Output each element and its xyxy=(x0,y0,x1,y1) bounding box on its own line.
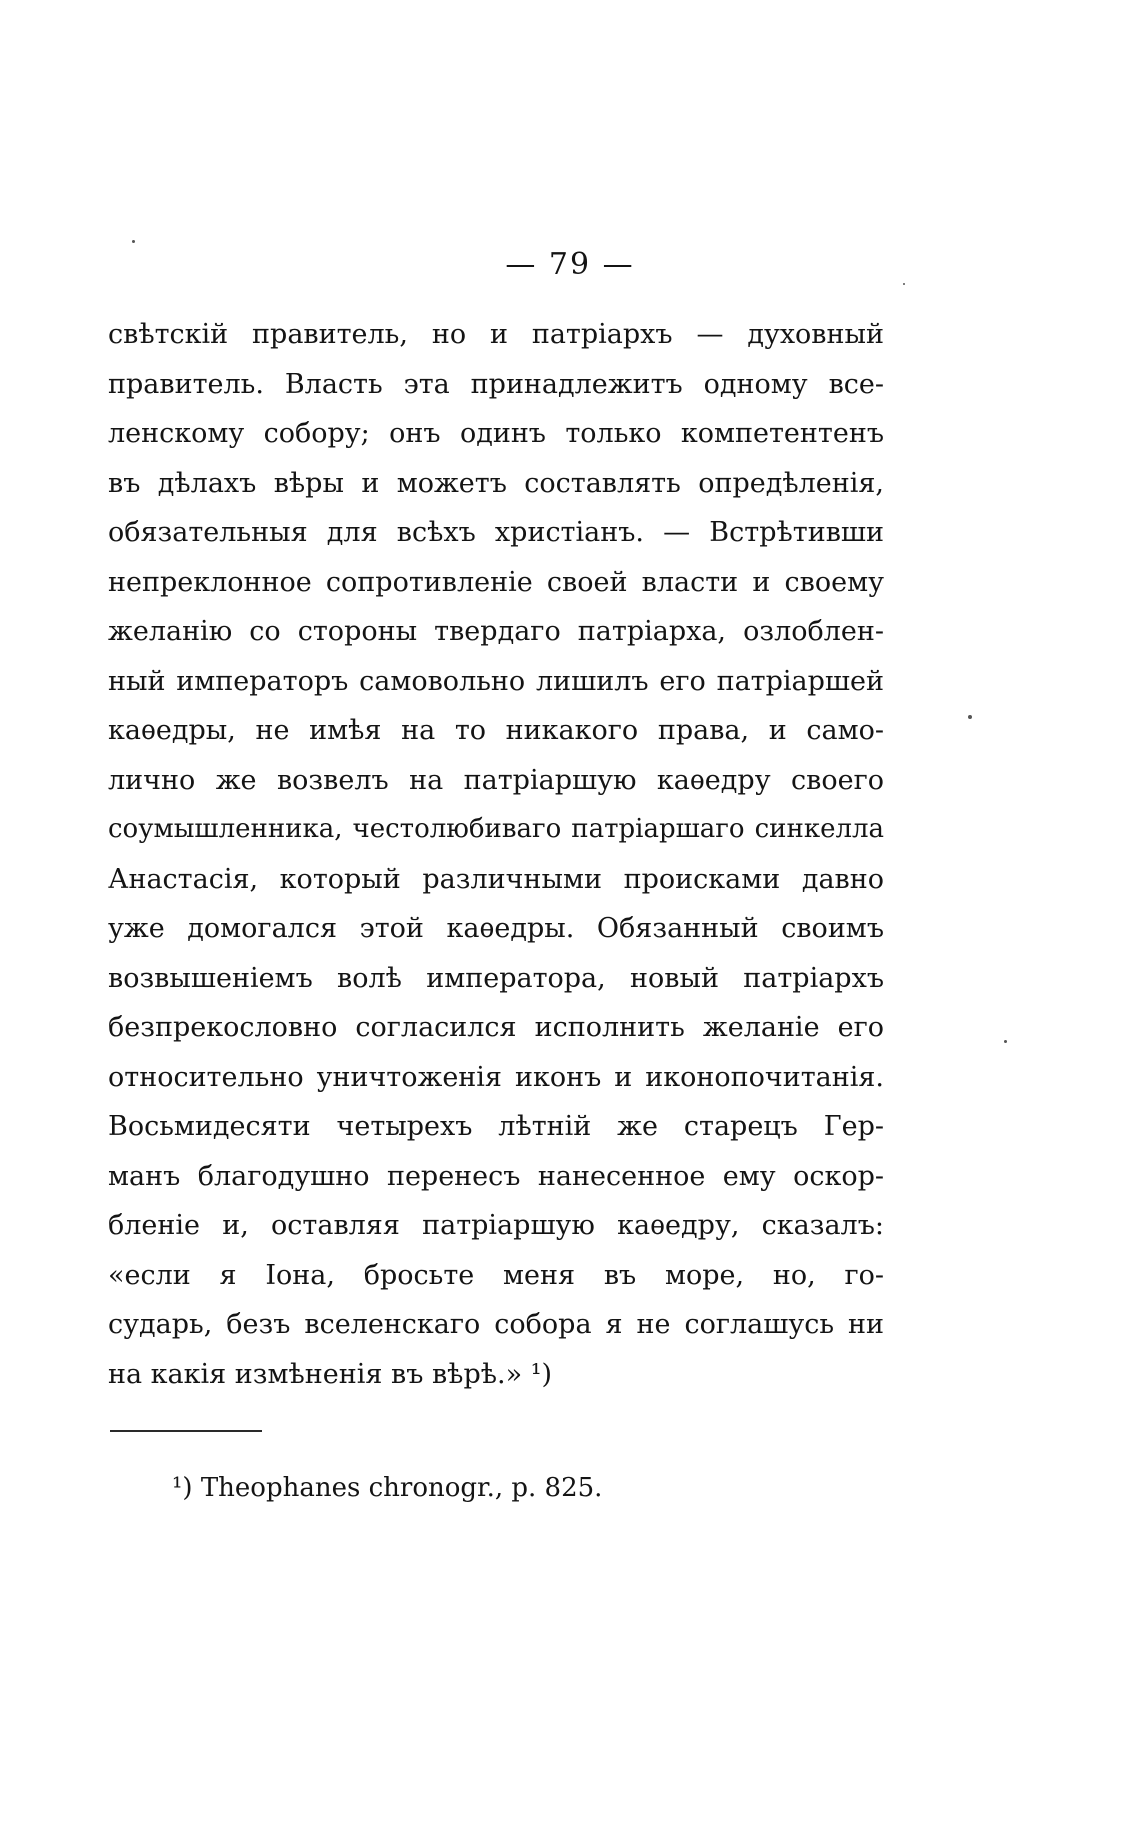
text-line: на какія измѣненія въ вѣрѣ.» ¹) xyxy=(108,1358,553,1390)
text-line: Анастасія, который различными происками давно xyxy=(108,863,884,895)
text-line: непреклонное сопротивленіе своей власти и своему xyxy=(108,566,884,598)
text-line: желанію со стороны твердаго патріарха, озлоблен- xyxy=(108,616,884,647)
text-line: каѳедры, не имѣя на то никакого права, и само- xyxy=(108,715,884,746)
text-line: манъ благодушно перенесъ нанесенное ему оскор- xyxy=(108,1160,884,1192)
text-line: безпрекословно согласился исполнить желаніе его xyxy=(108,1012,884,1043)
text-line: соумышленника, честолюбиваго патріаршаго синкелла xyxy=(108,814,884,844)
text-line: «если я Іона, бросьте меня въ море, но, го- xyxy=(108,1259,884,1291)
footnote-divider xyxy=(110,1430,262,1432)
text-line: Восьмидесяти четырехъ лѣтній же старецъ Гер- xyxy=(108,1111,884,1142)
text-line: бленіе и, оставляя патріаршую каѳедру, сказалъ: xyxy=(108,1210,884,1241)
scan-speck xyxy=(1004,1040,1007,1043)
text-line: свѣтскій правитель, но и патріархъ — духовный xyxy=(108,319,884,350)
body-text xyxy=(108,310,884,1399)
text-line: правитель. Власть эта принадлежитъ одному все- xyxy=(108,368,884,400)
text-line: ленскому собору; онъ одинъ только компетентенъ xyxy=(108,418,884,449)
text-line: ный императоръ самовольно лишилъ его патріаршей xyxy=(108,665,884,697)
footnote: ¹) Theophanes chronogr., p. 825. xyxy=(172,1473,603,1503)
text-line: уже домогался этой каѳедры. Обязанный своимъ xyxy=(108,913,884,944)
text-line: возвышеніемъ волѣ императора, новый патріархъ xyxy=(108,962,884,994)
text-line: обязательныя для всѣхъ христіанъ. — Встрѣтивши xyxy=(108,517,884,548)
scan-speck xyxy=(968,715,972,719)
text-line: лично же возвелъ на патріаршую каѳедру своего xyxy=(108,764,884,796)
page-number: — 79 — xyxy=(505,247,635,282)
text-line: сударь, безъ вселенскаго собора я не соглашусь ни xyxy=(108,1309,884,1340)
text-line: въ дѣлахъ вѣры и можетъ составлять опредѣленія, xyxy=(108,467,884,499)
text-line: относительно уничтоженія иконъ и иконопочитанія. xyxy=(108,1061,884,1093)
scan-speck xyxy=(903,283,905,285)
scan-speck xyxy=(132,240,135,243)
